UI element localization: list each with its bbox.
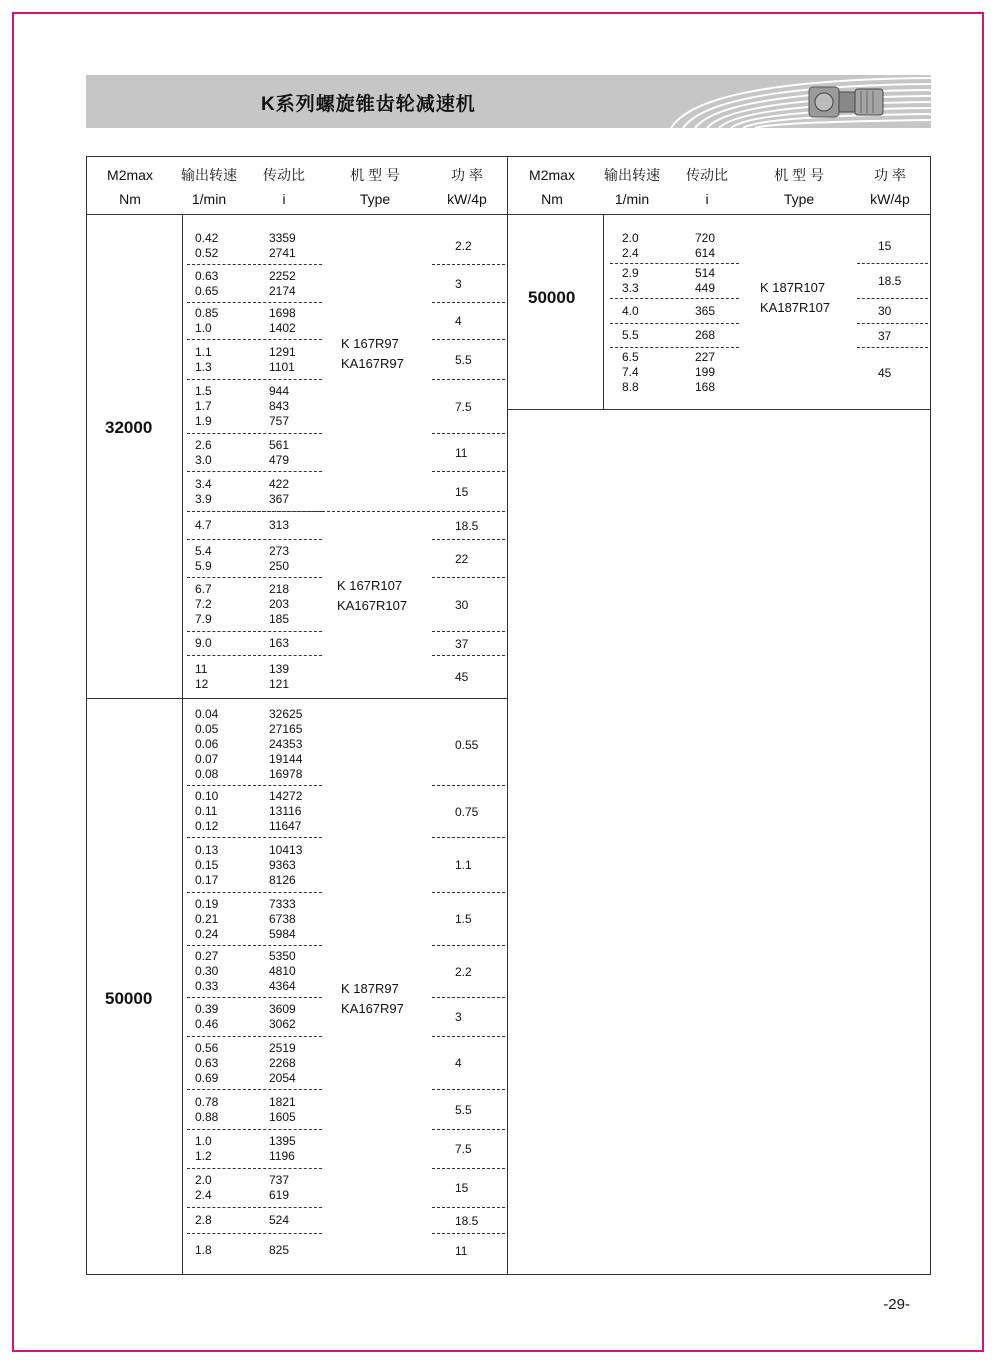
power-cell: 15 [455, 1181, 469, 1195]
ratio-cell: 11647 [269, 819, 302, 833]
ratio-cell: 944 [269, 384, 290, 398]
group-separator [857, 347, 928, 348]
speed-cell: 0.06 [195, 737, 219, 751]
type-label: K 167R97 KA167R97 [341, 336, 404, 371]
group-separator [187, 837, 322, 838]
speed-cell: 4.7 [195, 518, 212, 532]
speed-cell: 0.33 [195, 979, 219, 993]
speed-cell: 0.46 [195, 1017, 219, 1031]
speed-cell: 0.52 [195, 246, 219, 260]
speed-cell: 3.0 [195, 452, 212, 467]
power-cell: 45 [878, 365, 892, 380]
group-separator [432, 379, 505, 380]
group-separator [432, 892, 505, 893]
ratio-cell: 1821 [269, 1094, 296, 1109]
speed-cell: 1.9 [195, 414, 212, 428]
ratio-cell: 24353 [269, 737, 303, 751]
group-separator [857, 263, 928, 264]
power-cell: 2.2 [455, 239, 472, 253]
power-cell: 30 [455, 597, 469, 612]
speed-cell: 0.12 [195, 819, 219, 833]
power-cell: 5.5 [455, 1102, 472, 1117]
group-separator [187, 785, 322, 786]
ratio-cell: 3609 [269, 1002, 296, 1016]
block-divider-right [507, 409, 930, 410]
speed-cell: 2.0 [195, 1173, 212, 1187]
group-separator [432, 655, 505, 656]
speed-cell: 1.8 [195, 1243, 212, 1257]
speed-cell: 1.1 [195, 344, 212, 359]
ratio-cell: 273 [269, 543, 290, 558]
col-header-ratio-right: 传动比 i [686, 167, 728, 207]
speed-cell: 0.30 [195, 964, 219, 978]
ratio-cell: 757 [269, 414, 290, 428]
ratio-cell: 365 [695, 303, 716, 318]
power-cell: 37 [455, 636, 469, 651]
ratio-cell: 13116 [269, 804, 302, 818]
ratio-cell: 367 [269, 491, 290, 506]
speed-cell: 0.08 [195, 767, 219, 781]
speed-cell: 0.78 [195, 1094, 219, 1109]
ratio-cell: 2252 [269, 268, 296, 283]
speed-cell: 0.63 [195, 1055, 219, 1070]
ratio-cell: 2268 [269, 1055, 296, 1070]
left-torque-divider-1 [182, 214, 183, 698]
type-label: K 187R97 KA167R97 [341, 981, 404, 1016]
ratio-cell: 2174 [269, 283, 296, 298]
ratio-cell: 5984 [269, 926, 296, 941]
col-header-type: 机 型 号 Type [350, 167, 400, 207]
group-separator [432, 539, 505, 540]
col-header-speed: 输出转速 1/min [181, 167, 237, 207]
group-separator [187, 433, 322, 434]
group-separator [432, 837, 505, 838]
col-header-torque: M2max Nm [107, 167, 153, 207]
group-separator [610, 347, 739, 348]
group-separator [432, 1129, 505, 1130]
ratio-cell: 1101 [269, 359, 295, 374]
ratio-cell: 139 [269, 661, 290, 676]
group-separator [432, 1036, 505, 1037]
speed-cell: 5.4 [195, 543, 212, 558]
ratio-cell: 2741 [269, 246, 296, 260]
group-separator [187, 1036, 322, 1037]
speed-cell: 2.4 [622, 245, 639, 260]
ratio-cell: 8126 [269, 872, 296, 887]
speed-cell: 1.2 [195, 1149, 212, 1163]
speed-cell: 0.56 [195, 1040, 219, 1055]
speed-cell: 0.24 [195, 926, 219, 941]
ratio-cell: 6738 [269, 911, 296, 926]
group-separator [432, 302, 505, 303]
group-separator [432, 577, 505, 578]
speed-cell: 4.0 [622, 303, 639, 318]
ratio-cell: 19144 [269, 752, 303, 766]
ratio-cell: 614 [695, 245, 716, 260]
speed-cell: 12 [195, 676, 209, 691]
speed-cell: 0.88 [195, 1109, 219, 1124]
speed-cell: 7.9 [195, 612, 212, 626]
ratio-cell: 1605 [269, 1109, 296, 1124]
ratio-cell: 199 [695, 365, 716, 379]
ratio-cell: 3359 [269, 231, 296, 245]
group-separator [187, 1129, 322, 1130]
power-cell: 18.5 [878, 274, 902, 288]
col-header-power: 功 率 kW/4p [447, 167, 487, 207]
group-separator [187, 655, 322, 656]
power-cell: 5.5 [455, 352, 472, 367]
group-separator [187, 379, 322, 380]
group-separator [432, 997, 505, 998]
group-separator [187, 892, 322, 893]
speed-cell: 3.4 [195, 476, 212, 491]
speed-cell: 0.05 [195, 722, 219, 736]
speed-cell: 7.4 [622, 365, 639, 379]
ratio-cell: 619 [269, 1188, 290, 1202]
speed-cell: 0.42 [195, 231, 219, 245]
block-divider-left [87, 698, 507, 699]
col-header-ratio: 传动比 i [263, 167, 305, 207]
speed-cell: 2.0 [622, 230, 639, 245]
power-cell: 22 [455, 551, 469, 566]
power-cell: 45 [455, 669, 469, 684]
header-band [86, 75, 931, 128]
group-separator [187, 471, 322, 472]
ratio-cell: 7333 [269, 896, 296, 911]
group-separator [187, 302, 322, 303]
ratio-cell: 524 [269, 1213, 290, 1227]
speed-cell: 5.9 [195, 558, 212, 573]
speed-cell: 1.0 [195, 1134, 212, 1148]
power-cell: 7.5 [455, 1142, 472, 1156]
ratio-cell: 10413 [269, 842, 303, 857]
speed-cell: 1.0 [195, 321, 212, 335]
speed-cell: 2.9 [622, 266, 639, 280]
power-cell: 7.5 [455, 399, 472, 414]
group-separator [187, 1233, 322, 1234]
group-separator [187, 945, 322, 946]
speed-cell: 0.21 [195, 911, 219, 926]
speed-cell: 0.04 [195, 707, 219, 721]
speed-cell: 11 [195, 661, 208, 676]
group-separator [187, 997, 322, 998]
group-separator [432, 631, 505, 632]
type-range-separator [187, 511, 505, 512]
ratio-cell: 2054 [269, 1070, 296, 1085]
page-title: K系列螺旋锥齿轮减速机 [261, 94, 476, 115]
speed-cell: 0.17 [195, 872, 219, 887]
speed-cell: 1.3 [195, 359, 212, 374]
speed-cell: 1.5 [195, 384, 212, 398]
type-label: K 187R107 KA187R107 [760, 280, 831, 315]
power-cell: 11 [455, 1243, 468, 1258]
speed-cell: 0.10 [195, 789, 219, 803]
ratio-cell: 3062 [269, 1017, 296, 1031]
power-cell: 18.5 [455, 518, 479, 533]
left-torque-divider-2 [182, 698, 183, 1274]
ratio-cell: 163 [269, 636, 290, 650]
group-separator [432, 433, 505, 434]
ratio-cell: 561 [269, 437, 290, 452]
ratio-cell: 27165 [269, 722, 303, 736]
spec-table [86, 156, 931, 1275]
ratio-cell: 1395 [269, 1134, 296, 1148]
power-cell: 3 [455, 276, 462, 291]
ratio-cell: 825 [269, 1243, 290, 1257]
power-cell: 4 [455, 1056, 462, 1070]
speed-cell: 0.65 [195, 283, 219, 298]
col-header-type-right: 机 型 号 Type [774, 167, 824, 207]
speed-cell: 0.15 [195, 857, 219, 872]
ratio-cell: 1291 [269, 344, 296, 359]
ratio-cell: 514 [695, 266, 716, 280]
group-separator [610, 298, 739, 299]
right-torque-divider [603, 214, 604, 409]
ratio-cell: 268 [695, 328, 716, 342]
group-separator [857, 298, 928, 299]
ratio-cell: 5350 [269, 949, 296, 963]
speed-cell: 0.13 [195, 842, 219, 857]
group-separator [187, 577, 322, 578]
power-cell: 37 [878, 328, 892, 343]
group-separator [432, 471, 505, 472]
ratio-cell: 4364 [269, 979, 296, 993]
group-separator [432, 264, 505, 265]
speed-cell: 0.63 [195, 268, 219, 283]
ratio-cell: 1402 [269, 321, 296, 335]
group-separator [432, 1089, 505, 1090]
ratio-cell: 203 [269, 597, 290, 611]
power-cell: 2.2 [455, 964, 472, 979]
speed-cell: 0.27 [195, 949, 219, 963]
ratio-cell: 32625 [269, 707, 303, 721]
group-separator [187, 1168, 322, 1169]
speed-cell: 3.9 [195, 491, 212, 506]
torque-value: 32000 [105, 418, 153, 437]
speed-cell: 0.69 [195, 1070, 219, 1085]
ratio-cell: 1698 [269, 306, 296, 320]
group-separator [187, 264, 322, 265]
speed-cell: 2.6 [195, 437, 212, 452]
power-cell: 4 [455, 314, 462, 328]
power-cell: 30 [878, 304, 892, 318]
header-divider [87, 214, 930, 215]
group-separator [187, 339, 322, 340]
ratio-cell: 422 [269, 476, 290, 491]
speed-cell: 2.8 [195, 1213, 212, 1227]
group-separator [187, 1207, 322, 1208]
gear-reducer-icon [801, 79, 891, 125]
group-separator [432, 1168, 505, 1169]
ratio-cell: 227 [695, 350, 716, 364]
group-separator [432, 1233, 505, 1234]
speed-cell: 9.0 [195, 636, 212, 650]
center-divider [507, 157, 508, 1274]
ratio-cell: 218 [269, 582, 290, 596]
col-header-power-right: 功 率 kW/4p [870, 167, 910, 207]
power-cell: 15 [455, 484, 469, 499]
group-separator [432, 785, 505, 786]
power-cell: 0.75 [455, 804, 479, 819]
ratio-cell: 843 [269, 399, 290, 413]
group-separator [857, 323, 928, 324]
power-cell: 3 [455, 1010, 462, 1024]
ratio-cell: 14272 [269, 789, 303, 803]
type-label: K 167R107 KA167R107 [337, 578, 408, 613]
ratio-cell: 16978 [269, 767, 303, 781]
ratio-cell: 479 [269, 452, 290, 467]
power-cell: 11 [455, 445, 468, 460]
speed-cell: 7.2 [195, 597, 212, 611]
ratio-cell: 737 [269, 1173, 290, 1187]
ratio-cell: 720 [695, 230, 716, 245]
speed-cell: 6.7 [195, 582, 212, 596]
ratio-cell: 121 [269, 676, 290, 691]
ratio-cell: 449 [695, 281, 716, 295]
speed-cell: 0.11 [195, 804, 218, 818]
col-header-torque-right: M2max Nm [529, 167, 575, 207]
torque-value: 50000 [528, 288, 576, 307]
group-separator [187, 1089, 322, 1090]
group-separator [610, 263, 739, 264]
ratio-cell: 250 [269, 558, 290, 573]
power-cell: 1.5 [455, 912, 472, 926]
power-cell: 0.55 [455, 737, 479, 752]
speed-cell: 8.8 [622, 380, 639, 394]
ratio-cell: 185 [269, 612, 290, 626]
page-number: -29- [883, 1296, 910, 1313]
speed-cell: 5.5 [622, 328, 639, 342]
ratio-cell: 9363 [269, 857, 296, 872]
speed-cell: 0.85 [195, 306, 219, 320]
group-separator [610, 323, 739, 324]
group-separator [432, 945, 505, 946]
speed-cell: 0.39 [195, 1002, 219, 1016]
speed-cell: 6.5 [622, 350, 639, 364]
speed-cell: 3.3 [622, 281, 639, 295]
ratio-cell: 313 [269, 518, 290, 532]
speed-cell: 0.19 [195, 896, 219, 911]
power-cell: 1.1 [455, 858, 472, 872]
ratio-cell: 2519 [269, 1040, 296, 1055]
group-separator [432, 1207, 505, 1208]
ratio-cell: 1196 [269, 1149, 295, 1163]
power-cell: 15 [878, 238, 892, 253]
col-header-speed-right: 输出转速 1/min [604, 167, 660, 207]
group-separator [187, 539, 322, 540]
speed-cell: 1.7 [195, 399, 212, 413]
speed-cell: 0.07 [195, 752, 219, 766]
torque-value: 50000 [105, 989, 153, 1008]
speed-cell: 2.4 [195, 1188, 212, 1202]
ratio-cell: 168 [695, 380, 716, 394]
group-separator [432, 339, 505, 340]
power-cell: 18.5 [455, 1213, 479, 1228]
group-separator [187, 631, 322, 632]
ratio-cell: 4810 [269, 964, 296, 978]
